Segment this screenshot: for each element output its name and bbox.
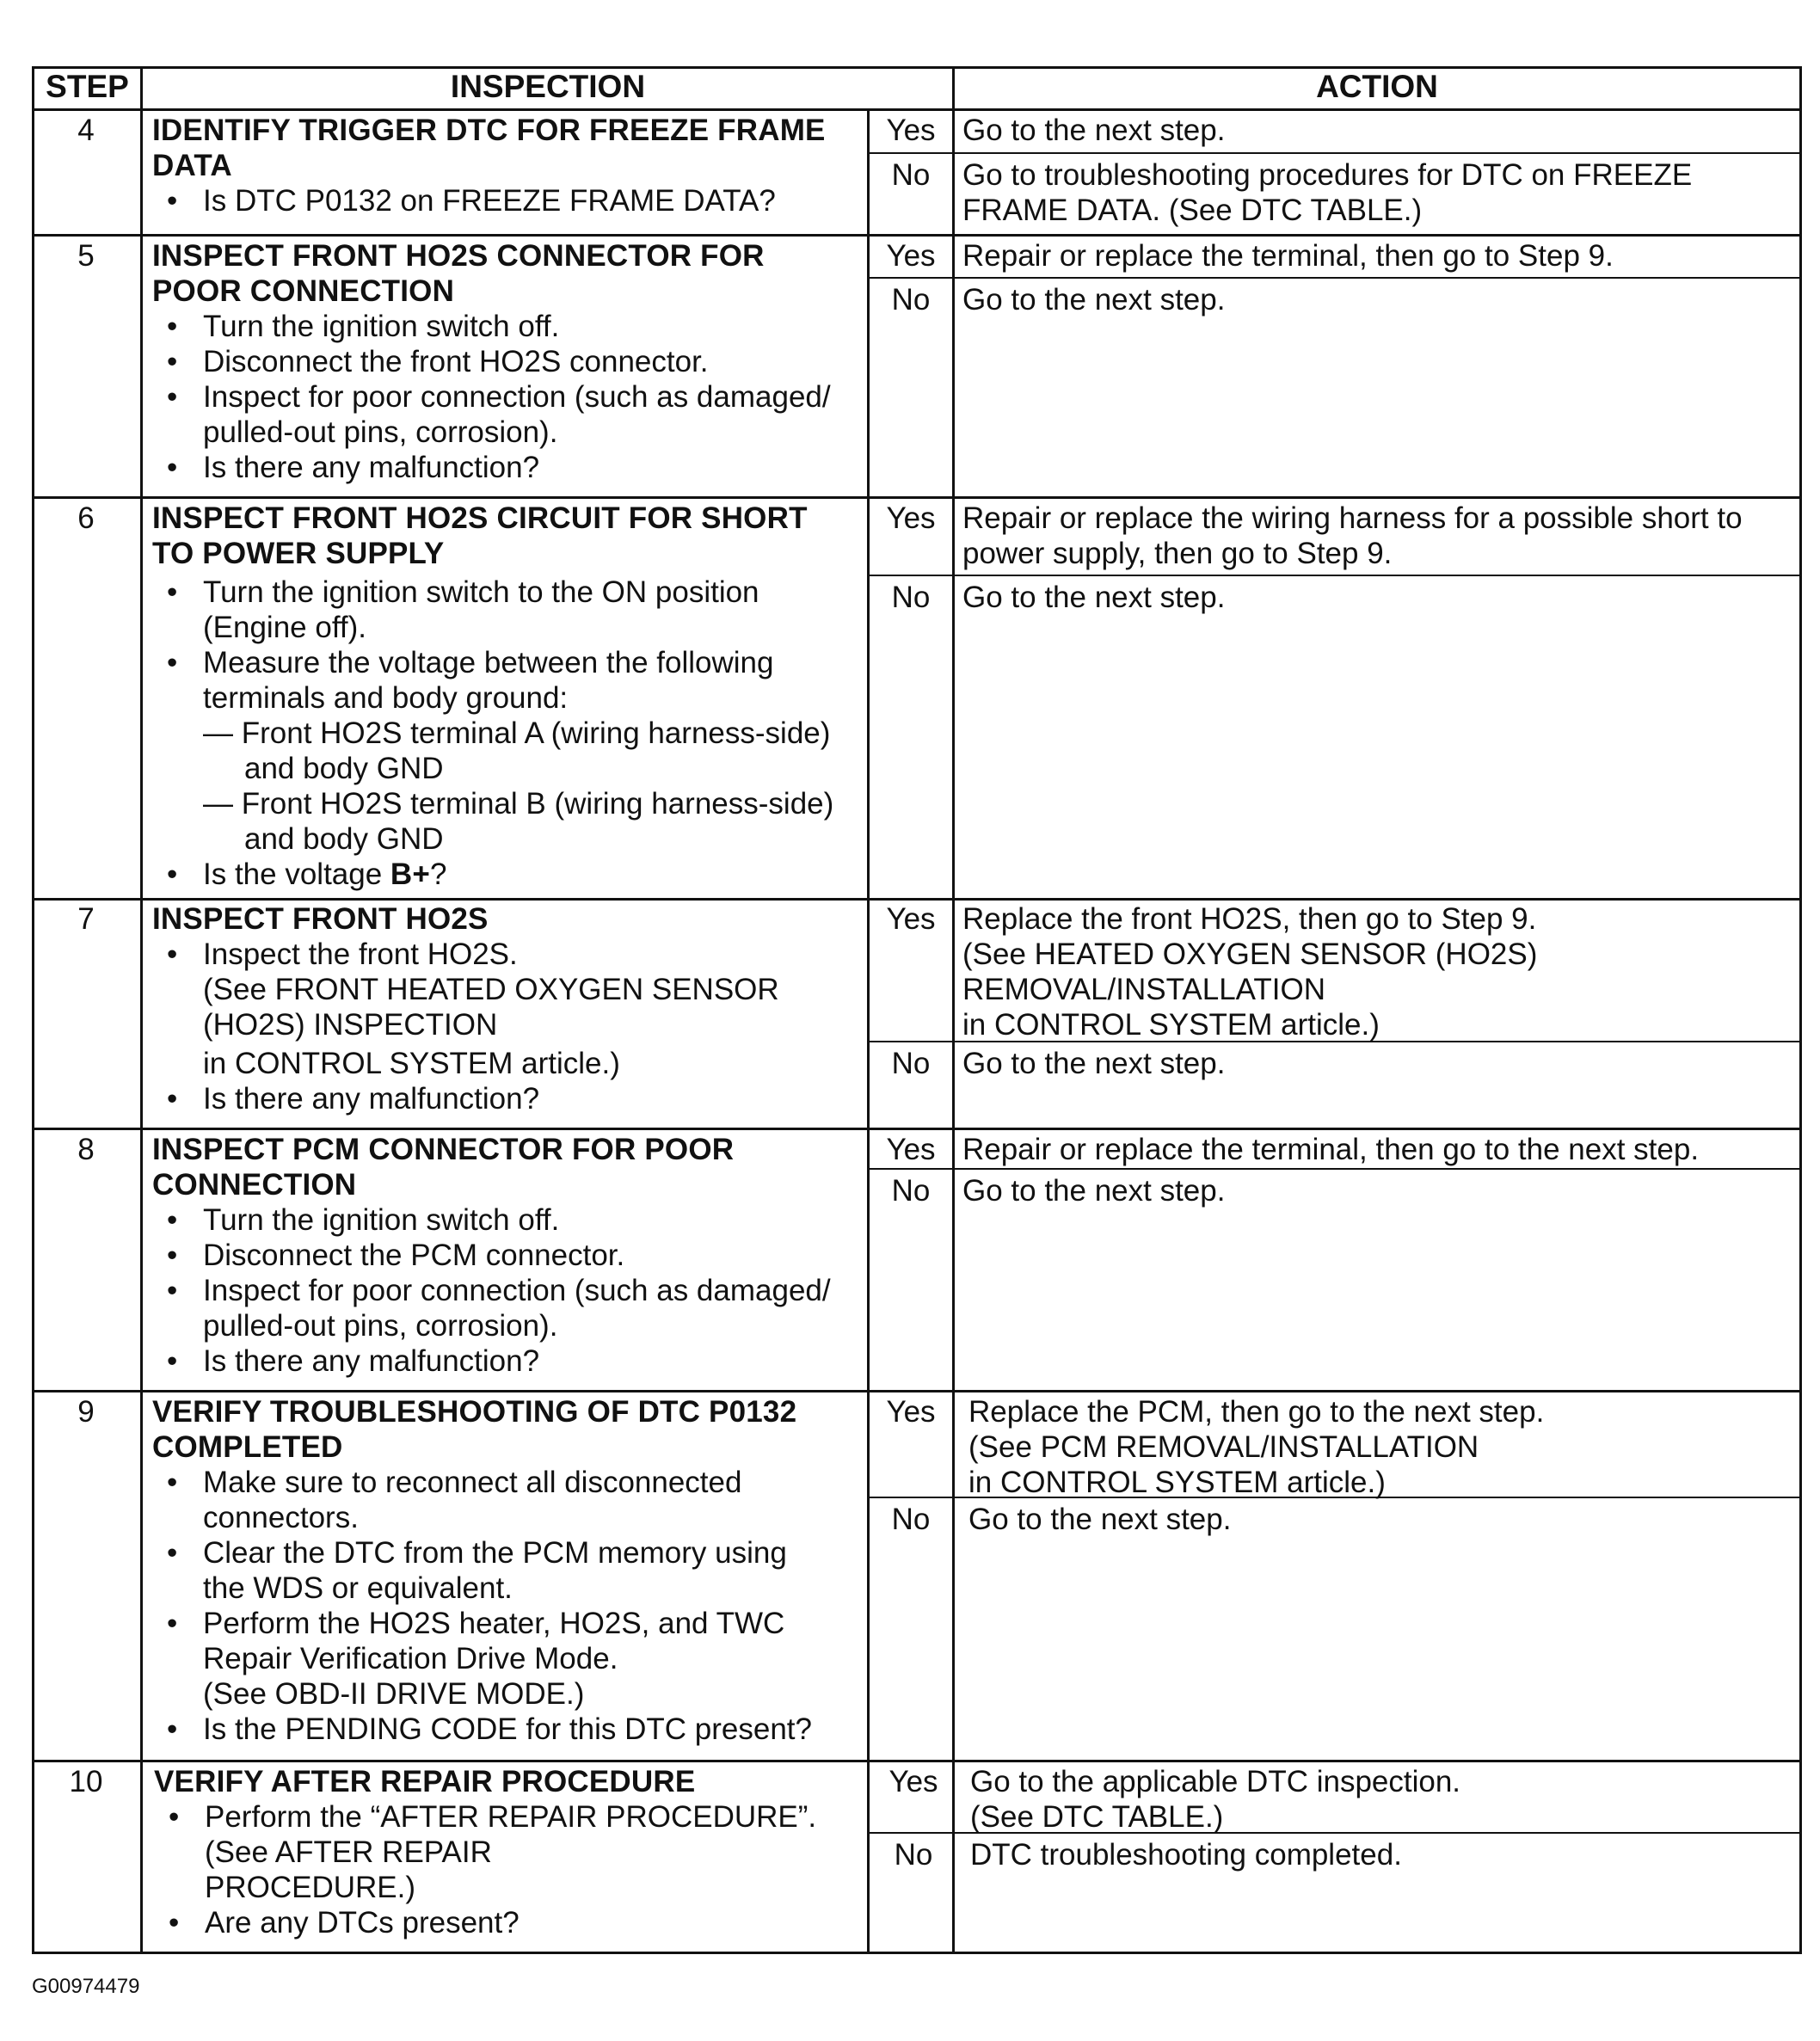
col-divider-step bbox=[140, 66, 143, 1954]
yes-label: Yes bbox=[886, 1133, 936, 1166]
no-label: No bbox=[891, 1047, 931, 1080]
step-title: INSPECT FRONT HO2S bbox=[152, 902, 489, 936]
yes-action bbox=[962, 901, 1537, 1042]
action-line: Go to the next step. bbox=[962, 283, 1226, 317]
action-line: in CONTROL SYSTEM article.) bbox=[962, 1008, 1380, 1042]
bullet-item: • Is there any malfunction? bbox=[152, 1081, 779, 1116]
action-line: Go to the next step. bbox=[962, 114, 1226, 147]
no-action bbox=[968, 1502, 1231, 1537]
dash-item: — Front HO2S terminal A (wiring harness-side) bbox=[203, 716, 831, 750]
step-5-inspection bbox=[152, 238, 831, 485]
step-6-inspection bbox=[152, 501, 833, 892]
bullet-continuation: in CONTROL SYSTEM article.) bbox=[203, 1047, 620, 1080]
action-line: Repair or replace the terminal, then go to the next step. bbox=[962, 1133, 1700, 1166]
no-action bbox=[962, 1173, 1225, 1208]
bullet-continuation: pulled-out pins, corrosion). bbox=[203, 415, 558, 449]
action-line: Repair or replace the wiring harness for a possible short to bbox=[962, 501, 1743, 535]
col-divider-inspection bbox=[867, 108, 870, 1954]
bullet-continuation: (Engine off). bbox=[203, 611, 367, 644]
action-line: Go to the next step. bbox=[968, 1503, 1232, 1536]
col-divider-action bbox=[952, 66, 955, 1954]
bullet-item: • Turn the ignition switch off. bbox=[152, 309, 831, 344]
no-label: No bbox=[891, 1503, 931, 1536]
action-line: FRAME DATA. (See DTC TABLE.) bbox=[962, 194, 1423, 227]
yes-label: Yes bbox=[888, 1765, 938, 1798]
row-divider bbox=[32, 108, 1802, 111]
step-title: TO POWER SUPPLY bbox=[152, 537, 445, 570]
yes-label: Yes bbox=[886, 902, 936, 936]
bullet-continuation: Repair Verification Drive Mode. bbox=[203, 1642, 618, 1675]
action-line: in CONTROL SYSTEM article.) bbox=[968, 1466, 1386, 1499]
bullet-item: • Inspect for poor connection (such as damaged/ bbox=[152, 379, 831, 415]
no-label: No bbox=[891, 1174, 931, 1208]
step-title: IDENTIFY TRIGGER DTC FOR FREEZE FRAME bbox=[152, 114, 826, 147]
step-4-inspection bbox=[152, 113, 826, 218]
step-number: 7 bbox=[77, 902, 95, 936]
no-label: No bbox=[894, 1838, 933, 1872]
bullet-item: • Make sure to reconnect all disconnected bbox=[152, 1465, 812, 1500]
bullet-continuation: PROCEDURE.) bbox=[205, 1871, 416, 1904]
no-label: No bbox=[891, 283, 931, 317]
action-line: Go to the applicable DTC inspection. bbox=[970, 1765, 1461, 1798]
header-step: STEP bbox=[46, 69, 129, 104]
yes-action bbox=[962, 1132, 1699, 1167]
action-line: Go to troubleshooting procedures for DTC on FREEZE bbox=[962, 158, 1693, 192]
step-9-inspection bbox=[152, 1394, 812, 1747]
bullet-item: • Inspect for poor connection (such as damaged/ bbox=[152, 1273, 831, 1308]
bullet-text-end: ? bbox=[430, 858, 447, 891]
yes-action bbox=[968, 1394, 1544, 1500]
no-action bbox=[970, 1837, 1402, 1872]
action-line: (See PCM REMOVAL/INSTALLATION bbox=[968, 1430, 1479, 1464]
step-title: VERIFY TROUBLESHOOTING OF DTC P0132 bbox=[152, 1395, 797, 1429]
bullet-continuation: the WDS or equivalent. bbox=[203, 1571, 513, 1605]
yes-action bbox=[970, 1764, 1460, 1835]
action-line: Go to the next step. bbox=[962, 581, 1226, 614]
yes-label: Yes bbox=[886, 114, 936, 147]
bullet-item: • Clear the DTC from the PCM memory using bbox=[152, 1535, 812, 1571]
step-title: INSPECT FRONT HO2S CONNECTOR FOR bbox=[152, 239, 765, 273]
no-label: No bbox=[891, 158, 931, 192]
step-title: POOR CONNECTION bbox=[152, 274, 455, 308]
header-action: ACTION bbox=[1316, 69, 1438, 104]
step-title: INSPECT PCM CONNECTOR FOR POOR bbox=[152, 1133, 735, 1166]
bullet-continuation: (See OBD-II DRIVE MODE.) bbox=[203, 1677, 585, 1711]
yes-no-divider bbox=[870, 575, 1802, 576]
step-number: 8 bbox=[77, 1133, 95, 1166]
action-line: Replace the front HO2S, then go to Step 9. bbox=[962, 902, 1537, 936]
no-action bbox=[962, 282, 1225, 317]
step-title: CONNECTION bbox=[152, 1168, 357, 1202]
bullet-item: • Is DTC P0132 on FREEZE FRAME DATA? bbox=[152, 183, 826, 218]
step-number: 5 bbox=[77, 239, 95, 273]
figure-id: G00974479 bbox=[32, 1975, 140, 1998]
bullet-item bbox=[152, 857, 833, 892]
bullet-item: • Is the PENDING CODE for this DTC present? bbox=[152, 1712, 812, 1747]
step-10-inspection bbox=[154, 1764, 816, 1940]
step-number: 10 bbox=[69, 1765, 103, 1798]
bullet-item: • Turn the ignition switch to the ON position bbox=[152, 575, 833, 610]
action-line: Replace the PCM, then go to the next step. bbox=[968, 1395, 1545, 1429]
yes-no-divider bbox=[870, 152, 1802, 154]
bullet-continuation: terminals and body ground: bbox=[203, 681, 569, 715]
header-inspection: INSPECTION bbox=[450, 69, 646, 104]
bullet-continuation: (See FRONT HEATED OXYGEN SENSOR bbox=[203, 973, 779, 1006]
row-divider bbox=[32, 898, 1802, 901]
step-7-inspection bbox=[152, 901, 779, 1116]
bullet-item: • Are any DTCs present? bbox=[154, 1905, 816, 1940]
bullet-item: • Disconnect the PCM connector. bbox=[152, 1238, 831, 1273]
dash-continuation: and body GND bbox=[244, 822, 444, 856]
yes-label: Yes bbox=[886, 501, 936, 535]
step-title: VERIFY AFTER REPAIR PROCEDURE bbox=[154, 1765, 696, 1798]
dash-continuation: and body GND bbox=[244, 752, 444, 785]
action-line: Go to the next step. bbox=[962, 1047, 1226, 1080]
bullet-item: • Perform the “AFTER REPAIR PROCEDURE”. bbox=[154, 1799, 816, 1835]
step-8-inspection bbox=[152, 1132, 831, 1379]
step-title: COMPLETED bbox=[152, 1430, 343, 1464]
no-action bbox=[962, 1046, 1225, 1081]
bullet-continuation: connectors. bbox=[203, 1501, 359, 1534]
bullet-item: • Is there any malfunction? bbox=[152, 1343, 831, 1379]
yes-action bbox=[962, 113, 1225, 148]
row-divider bbox=[32, 1128, 1802, 1130]
action-line: Repair or replace the terminal, then go to Step 9. bbox=[962, 239, 1614, 273]
action-line: power supply, then go to Step 9. bbox=[962, 537, 1393, 570]
bullet-item: • Disconnect the front HO2S connector. bbox=[152, 344, 831, 379]
step-title: DATA bbox=[152, 149, 232, 182]
action-line: Go to the next step. bbox=[962, 1174, 1226, 1208]
bullet-item: • Inspect the front HO2S. bbox=[152, 937, 779, 972]
bullet-continuation: (HO2S) INSPECTION bbox=[203, 1008, 498, 1042]
bullet-item: • Perform the HO2S heater, HO2S, and TWC bbox=[152, 1606, 812, 1641]
action-line: (See HEATED OXYGEN SENSOR (HO2S) bbox=[962, 938, 1538, 971]
yes-label: Yes bbox=[886, 239, 936, 273]
row-divider bbox=[32, 1760, 1802, 1762]
yes-action bbox=[962, 238, 1614, 274]
yes-action bbox=[962, 501, 1743, 571]
no-action bbox=[962, 580, 1225, 615]
dash-item: — Front HO2S terminal B (wiring harness-side) bbox=[203, 787, 834, 821]
row-divider bbox=[32, 1390, 1802, 1392]
row-divider bbox=[32, 234, 1802, 237]
bullet-continuation: (See AFTER REPAIR bbox=[205, 1835, 492, 1869]
action-line: (See DTC TABLE.) bbox=[970, 1800, 1224, 1834]
yes-label: Yes bbox=[886, 1395, 936, 1429]
yes-no-divider bbox=[870, 1168, 1802, 1170]
no-label: No bbox=[891, 581, 931, 614]
step-number: 9 bbox=[77, 1395, 95, 1429]
voltage-value: B+ bbox=[390, 858, 431, 891]
row-divider bbox=[32, 496, 1802, 499]
bullet-item: • Turn the ignition switch off. bbox=[152, 1202, 831, 1238]
yes-no-divider bbox=[870, 277, 1802, 279]
bullet-item: • Measure the voltage between the following bbox=[152, 645, 833, 680]
action-line: REMOVAL/INSTALLATION bbox=[962, 973, 1326, 1006]
step-number: 4 bbox=[77, 114, 95, 147]
step-title: INSPECT FRONT HO2S CIRCUIT FOR SHORT bbox=[152, 501, 808, 535]
bullet-item: • Is there any malfunction? bbox=[152, 450, 831, 485]
step-number: 6 bbox=[77, 501, 95, 535]
no-action bbox=[962, 157, 1692, 228]
action-line: DTC troubleshooting completed. bbox=[970, 1838, 1402, 1872]
bullet-continuation: pulled-out pins, corrosion). bbox=[203, 1309, 558, 1343]
bullet-text: Is the voltage bbox=[203, 858, 390, 891]
